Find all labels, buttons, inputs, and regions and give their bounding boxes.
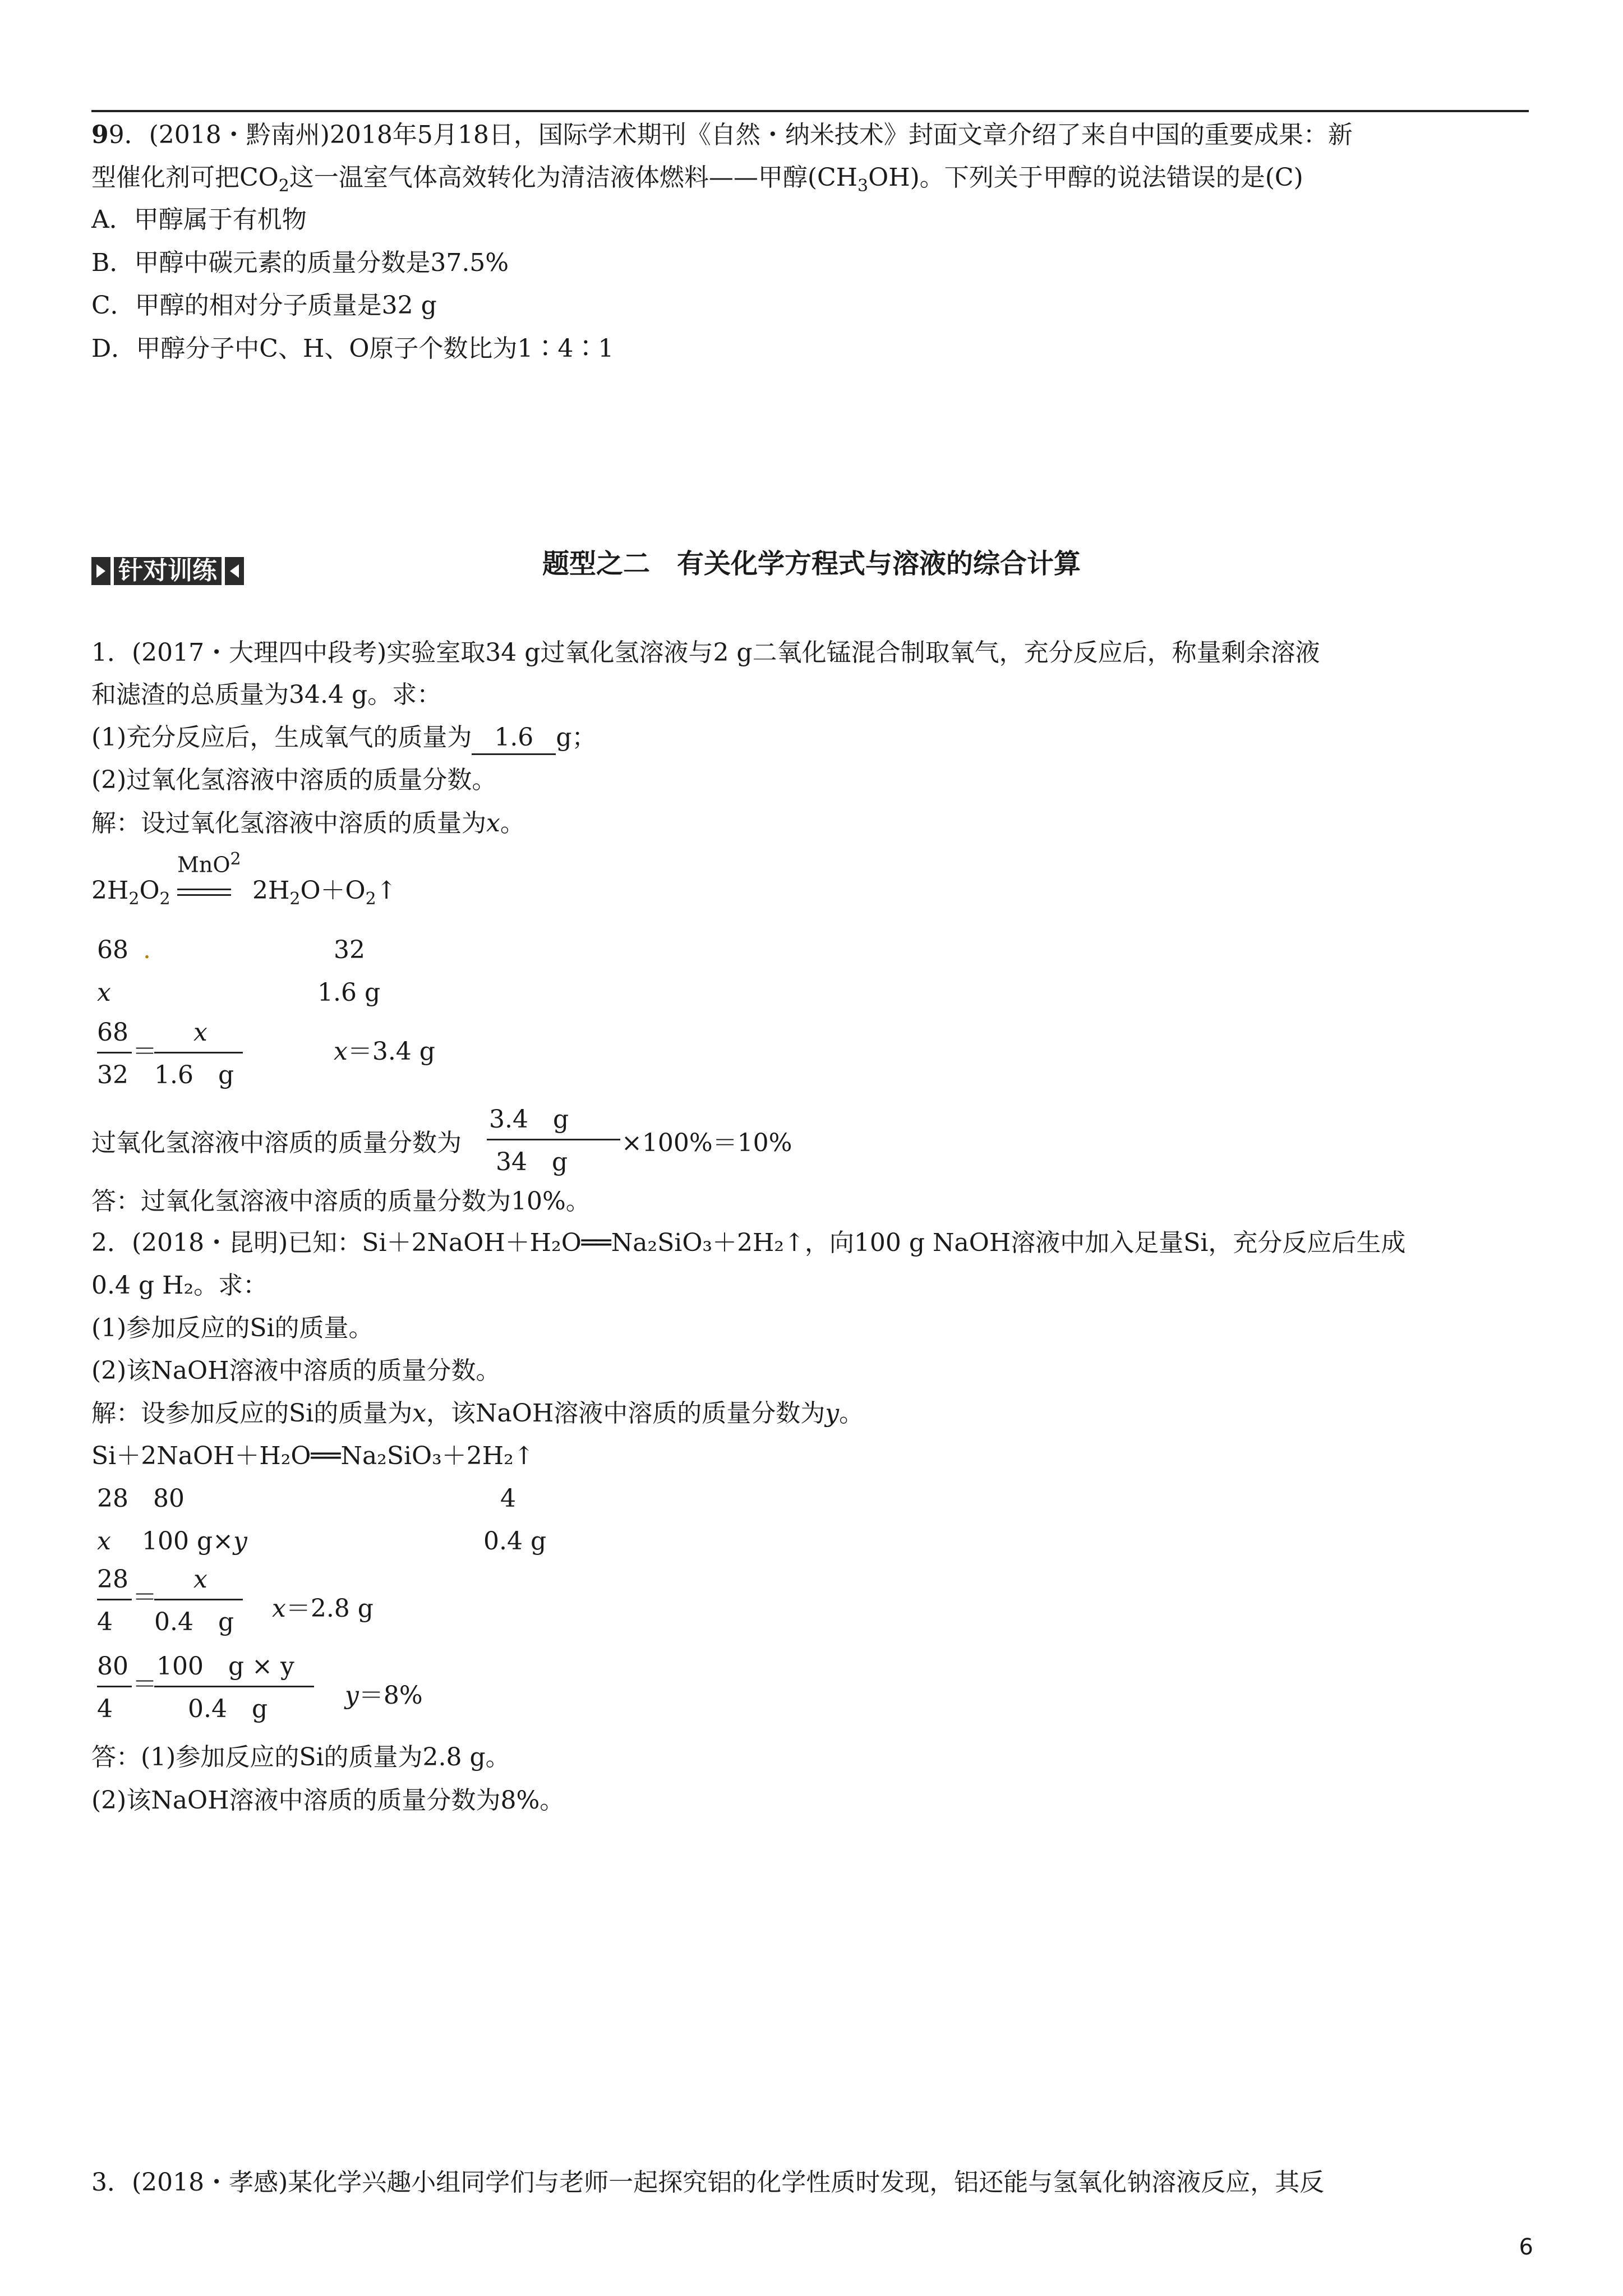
- p1-mass-fraction-result: ×100%＝10%: [621, 1129, 792, 1157]
- p1-fraction-x-1-6g: x 1.6 g: [154, 1018, 244, 1097]
- triangle-left-icon: [225, 557, 244, 585]
- section-title: 题型之二 有关化学方程式与溶液的综合计算: [542, 548, 1081, 579]
- p2-ratio-0-4g: 0.4 g: [483, 1527, 547, 1556]
- p1-fraction-3-4g-34g: 3.4 g 34 g: [487, 1105, 621, 1184]
- p1-equation-condition: MnO$^2$: [177, 849, 241, 877]
- p2-ratio-28: 28: [97, 1484, 128, 1513]
- triangle-right-icon: [91, 557, 110, 585]
- p2-fraction-x-0-4g: x 0.4 g: [154, 1565, 244, 1644]
- q9-option-d: D．甲醇分子中C、H、O原子个数比为1∶4∶1: [91, 334, 614, 363]
- p2-ratio-x: x: [97, 1527, 111, 1556]
- p2-answer-2: (2)该NaOH溶液中溶质的质量分数为8%。: [91, 1786, 565, 1815]
- p2-solution-intro: 解：设参加反应的Si的质量为x，该NaOH溶液中溶质的质量分数为y。: [91, 1399, 864, 1428]
- p1-dot-mark: .: [143, 936, 151, 964]
- page-number: 6: [1519, 2234, 1533, 2260]
- p1-solution-intro: 解：设过氧化氢溶液中溶质的质量为x。: [91, 809, 525, 838]
- q9-option-c: C．甲醇的相对分子质量是32 g: [91, 291, 437, 320]
- p1-mass-fraction-text: 过氧化氢溶液中溶质的质量分数为: [91, 1129, 462, 1157]
- p1-ratio-1-6g: 1.6 g: [317, 978, 381, 1007]
- top-rule: [91, 110, 1529, 112]
- q9-option-b: B．甲醇中碳元素的质量分数是37.5%: [91, 249, 509, 277]
- p2-fraction-80-4: 80 4: [97, 1652, 136, 1731]
- p2-line1: 2．(2018・昆明)已知：Si＋2NaOH＋H₂O══Na₂SiO₃＋2H₂↑，向100 g NaOH溶液中加入足量Si，充分反应后生成: [91, 1228, 1406, 1257]
- p1-ratio-32: 32: [334, 936, 365, 964]
- p1-line2: 和滤渣的总质量为34.4 g。求：: [91, 680, 442, 709]
- q9-option-a: A．甲醇属于有机物: [91, 205, 307, 234]
- badge-label: 针对训练: [114, 557, 222, 585]
- practice-badge: [91, 554, 244, 588]
- p2-x-result: x＝2.8 g: [272, 1594, 374, 1623]
- p1-equals: ＝: [132, 1037, 157, 1066]
- p1-question1: (1)充分反应后，生成氧气的质量为 1.6 g；: [91, 722, 596, 755]
- p3-line1: 3．(2018・孝感)某化学兴趣小组同学们与老师一起探究铝的化学性质时发现，铝还能与氢氧化钠溶液反应，其反: [91, 2168, 1325, 2197]
- p2-fraction-28-4: 28 4: [97, 1565, 136, 1644]
- p1-answer: 答：过氧化氢溶液中溶质的质量分数为10%。: [91, 1187, 591, 1216]
- p1-question2: (2)过氧化氢溶液中溶质的质量分数。: [91, 766, 497, 794]
- p2-question1: (1)参加反应的Si的质量。: [91, 1314, 374, 1342]
- p2-equation: Si＋2NaOH＋H₂O══Na₂SiO₃＋2H₂↑: [91, 1442, 534, 1470]
- equals-bar-bottom: [177, 894, 231, 896]
- answer-blank: 1.6: [472, 722, 556, 755]
- p1-ratio-x: x: [97, 978, 111, 1007]
- q9-line1: 99．(2018・黔南州)2018年5月18日，国际学术期刊《自然・纳米技术》封面文章介绍了来自中国的重要成果：新: [91, 121, 1353, 149]
- p2-ratio-100g-y: 100 g×y: [142, 1527, 247, 1556]
- p2-y-result: y＝8%: [345, 1681, 423, 1710]
- p1-equation-left: $2H_2O_2$: [91, 876, 170, 909]
- p1-line1: 1．(2017・大理四中段考)实验室取34 g过氧化氢溶液与2 g二氧化锰混合制取氧气，充分反应后，称量剩余溶液: [91, 638, 1320, 667]
- p2-line2: 0.4 g H₂。求：: [91, 1271, 268, 1300]
- p2-ratio-80: 80: [153, 1484, 185, 1513]
- p2-answer-1: 答：(1)参加反应的Si的质量为2.8 g。: [91, 1743, 510, 1772]
- p1-ratio-68: 68: [97, 936, 128, 964]
- p2-fraction-100gy-0-4g: 100 g × y 0.4 g: [154, 1652, 317, 1731]
- p2-ratio-4: 4: [500, 1484, 516, 1513]
- q9-line2: 型催化剂可把$CO_2$这一温室气体高效转化为清洁液体燃料——甲醇$(CH_3OH)$。下列关于甲醇的说法错误的是(C): [91, 163, 1303, 196]
- p1-equation-right: $2H_2O+O_2↑$: [252, 876, 397, 909]
- p1-fraction-68-32: 68 32: [97, 1018, 136, 1097]
- p2-question2: (2)该NaOH溶液中溶质的质量分数。: [91, 1356, 501, 1385]
- p2-equals-2: ＝: [132, 1670, 157, 1699]
- p1-x-result: x＝3.4 g: [334, 1037, 435, 1066]
- equals-bar-top: [177, 889, 231, 890]
- p2-equals-1: ＝: [132, 1583, 157, 1612]
